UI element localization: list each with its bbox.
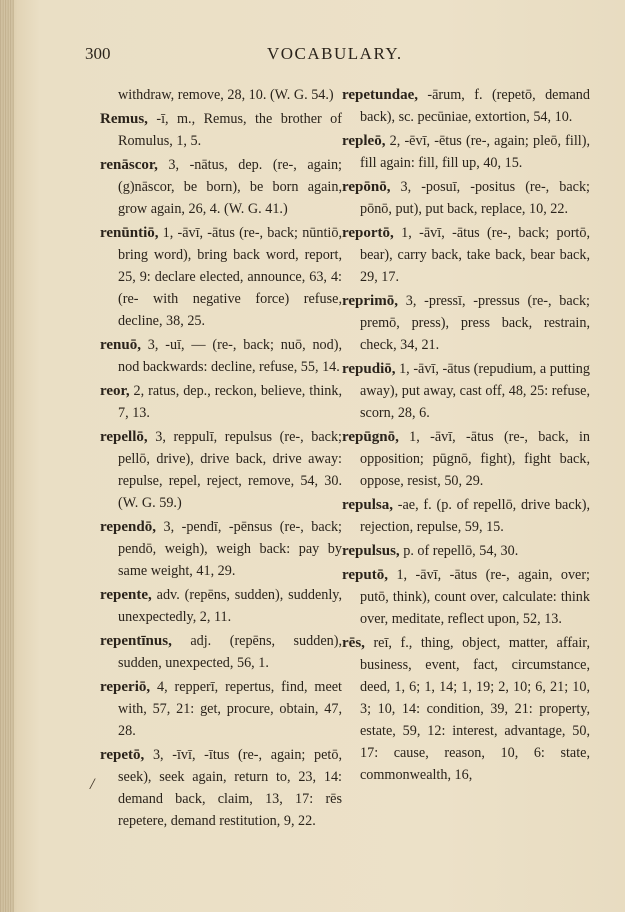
headword: rependō, bbox=[100, 519, 156, 535]
headword: reor, bbox=[100, 383, 130, 399]
headword: reportō, bbox=[342, 225, 394, 241]
headword: repetundae, bbox=[342, 87, 418, 103]
headword: repūgnō, bbox=[342, 429, 399, 445]
entry-body: 1, -āvī, -ātus (re-, back; portō, bear), carry back, take back, bear back, 29, 17. bbox=[360, 225, 590, 285]
headword: reputō, bbox=[342, 567, 388, 583]
dictionary-entry bbox=[342, 222, 590, 288]
headword: reperiō, bbox=[100, 679, 151, 695]
entry-body: 3, -īvī, -ītus (re-, again; petō, seek), seek again, return to, 23, 14: demand back, claim, 13, 17: rēs repetere, demand restitution, 9, 22. bbox=[118, 747, 342, 829]
entry-body: 4, repperī, repertus, find, meet with, 57, 21: get, procure, obtain, 47, 28. bbox=[118, 679, 342, 739]
page-binding-edge bbox=[0, 0, 14, 912]
headword: repente, bbox=[100, 587, 152, 603]
dictionary-entry bbox=[100, 516, 342, 582]
dictionary-entry bbox=[342, 176, 590, 220]
running-head: VOCABULARY. bbox=[267, 44, 403, 63]
headword: repentīnus, bbox=[100, 633, 172, 649]
headword: renuō, bbox=[100, 337, 141, 353]
entry-body: adj. (repēns, sudden), sudden, unexpected, 56, 1. bbox=[118, 633, 342, 671]
entry-body: 3, -posuī, -positus (re-, back; pōnō, put), put back, replace, 10, 22. bbox=[360, 179, 590, 217]
page-header bbox=[85, 44, 585, 68]
dictionary-entry bbox=[342, 130, 590, 174]
entry-body: 3, reppulī, repulsus (re-, back; pellō, drive), drive back, drive away: repulse, repel, reject, remove, 54, 30. (W. G. 59.) bbox=[118, 429, 342, 511]
dictionary-entry bbox=[100, 108, 342, 152]
entry-body: 1, -āvī, -ātus (re-, back, in opposition; pūgnō, fight), fight back, oppose, resist, 50, 29. bbox=[360, 429, 590, 489]
entry-body: 1, -āvī, -ātus (re-, again, over; putō, think), count over, calculate: think over, meditate, reflect upon, 52, 13. bbox=[360, 567, 590, 627]
headword: rēs, bbox=[342, 635, 365, 651]
entry-body: reī, f., thing, object, matter, affair, business, event, fact, circumstance, deed, 1, 6; 1, 14; 1, 19; 2, 10; 6, 21; 10, 3; 10, 14: condition, 39, 21: property, estate, 59, 12: interest, advantage, 50, 17: cause, reason, 10, 6: state, commonwealth, 16, bbox=[360, 635, 590, 783]
headword: repōnō, bbox=[342, 179, 391, 195]
dictionary-entry bbox=[342, 426, 590, 492]
dictionary-entry bbox=[100, 744, 342, 832]
page-number: 300 bbox=[85, 44, 111, 63]
headword: repellō, bbox=[100, 429, 148, 445]
left-column bbox=[100, 84, 342, 834]
dictionary-entry bbox=[342, 494, 590, 538]
headword: repetō, bbox=[100, 747, 145, 763]
dictionary-entry bbox=[100, 630, 342, 674]
dictionary-entry bbox=[100, 426, 342, 514]
dictionary-entry bbox=[342, 290, 590, 356]
headword: renāscor, bbox=[100, 157, 158, 173]
entry-body: 2, ratus, dep., reckon, believe, think, 7, 13. bbox=[118, 383, 342, 421]
entry-body: 3, -pressī, -pressus (re-, back; premō, press), press back, restrain, check, 34, 21. bbox=[360, 293, 590, 353]
headword: renūntiō, bbox=[100, 225, 159, 241]
dictionary-entry bbox=[342, 540, 590, 562]
dictionary-entry bbox=[100, 154, 342, 220]
entry-body: adv. (repēns, sudden), suddenly, unexpectedly, 2, 11. bbox=[118, 587, 342, 625]
dictionary-entry-continuation: withdraw, remove, 28, 10. (W. G. 54.) bbox=[118, 87, 334, 103]
headword: reprimō, bbox=[342, 293, 398, 309]
dictionary-entry bbox=[100, 380, 342, 424]
entry-body: 3, -nātus, dep. (re-, again; (g)nāscor, be born), be born again, grow again, 26, 4. (W. G. 41.) bbox=[118, 157, 342, 217]
entry-body: 1, -āvī, -ātus (re-, back; nūntiō, bring word), bring back word, report, 25, 9: declare elected, announce, 63, 4: (re- with negative force) refuse, decline, 38, 25. bbox=[118, 225, 342, 329]
margin-pencil-mark: / bbox=[90, 776, 95, 793]
headword: repudiō, bbox=[342, 361, 396, 377]
headword: repleō, bbox=[342, 133, 386, 149]
dictionary-entry bbox=[342, 632, 590, 786]
entry-body: 1, -āvī, -ātus (repudium, a putting away), put away, cast off, 48, 25: refuse, scorn, 28, 6. bbox=[360, 361, 590, 421]
entry-body: 2, -ēvī, -ētus (re-, again; pleō, fill), fill again: fill, fill up, 40, 15. bbox=[360, 133, 590, 171]
dictionary-entry bbox=[100, 676, 342, 742]
right-column bbox=[342, 84, 590, 788]
entry-body: 3, -uī, — (re-, back; nuō, nod), nod backwards: decline, refuse, 55, 14. bbox=[118, 337, 342, 375]
entry-body: -ārum, f. (repetō, demand back), sc. pecūniae, extortion, 54, 10. bbox=[360, 87, 590, 125]
headword: repulsus, bbox=[342, 543, 400, 559]
dictionary-entry bbox=[100, 222, 342, 332]
dictionary-entry bbox=[342, 84, 590, 128]
entry-body: p. of repellō, 54, 30. bbox=[399, 543, 519, 559]
headword: Remus, bbox=[100, 111, 148, 127]
entry-body: -ī, m., Remus, the brother of Romulus, 1, 5. bbox=[118, 111, 342, 149]
dictionary-entry bbox=[342, 564, 590, 630]
headword: repulsa, bbox=[342, 497, 393, 513]
entry-body: 3, -pendī, -pēnsus (re-, back; pendō, weigh), weigh back: pay by same weight, 41, 29. bbox=[118, 519, 342, 579]
dictionary-entry bbox=[100, 334, 342, 378]
entry-body: -ae, f. (p. of repellō, drive back), rejection, repulse, 59, 15. bbox=[360, 497, 590, 535]
dictionary-entry bbox=[342, 358, 590, 424]
dictionary-entry bbox=[100, 584, 342, 628]
